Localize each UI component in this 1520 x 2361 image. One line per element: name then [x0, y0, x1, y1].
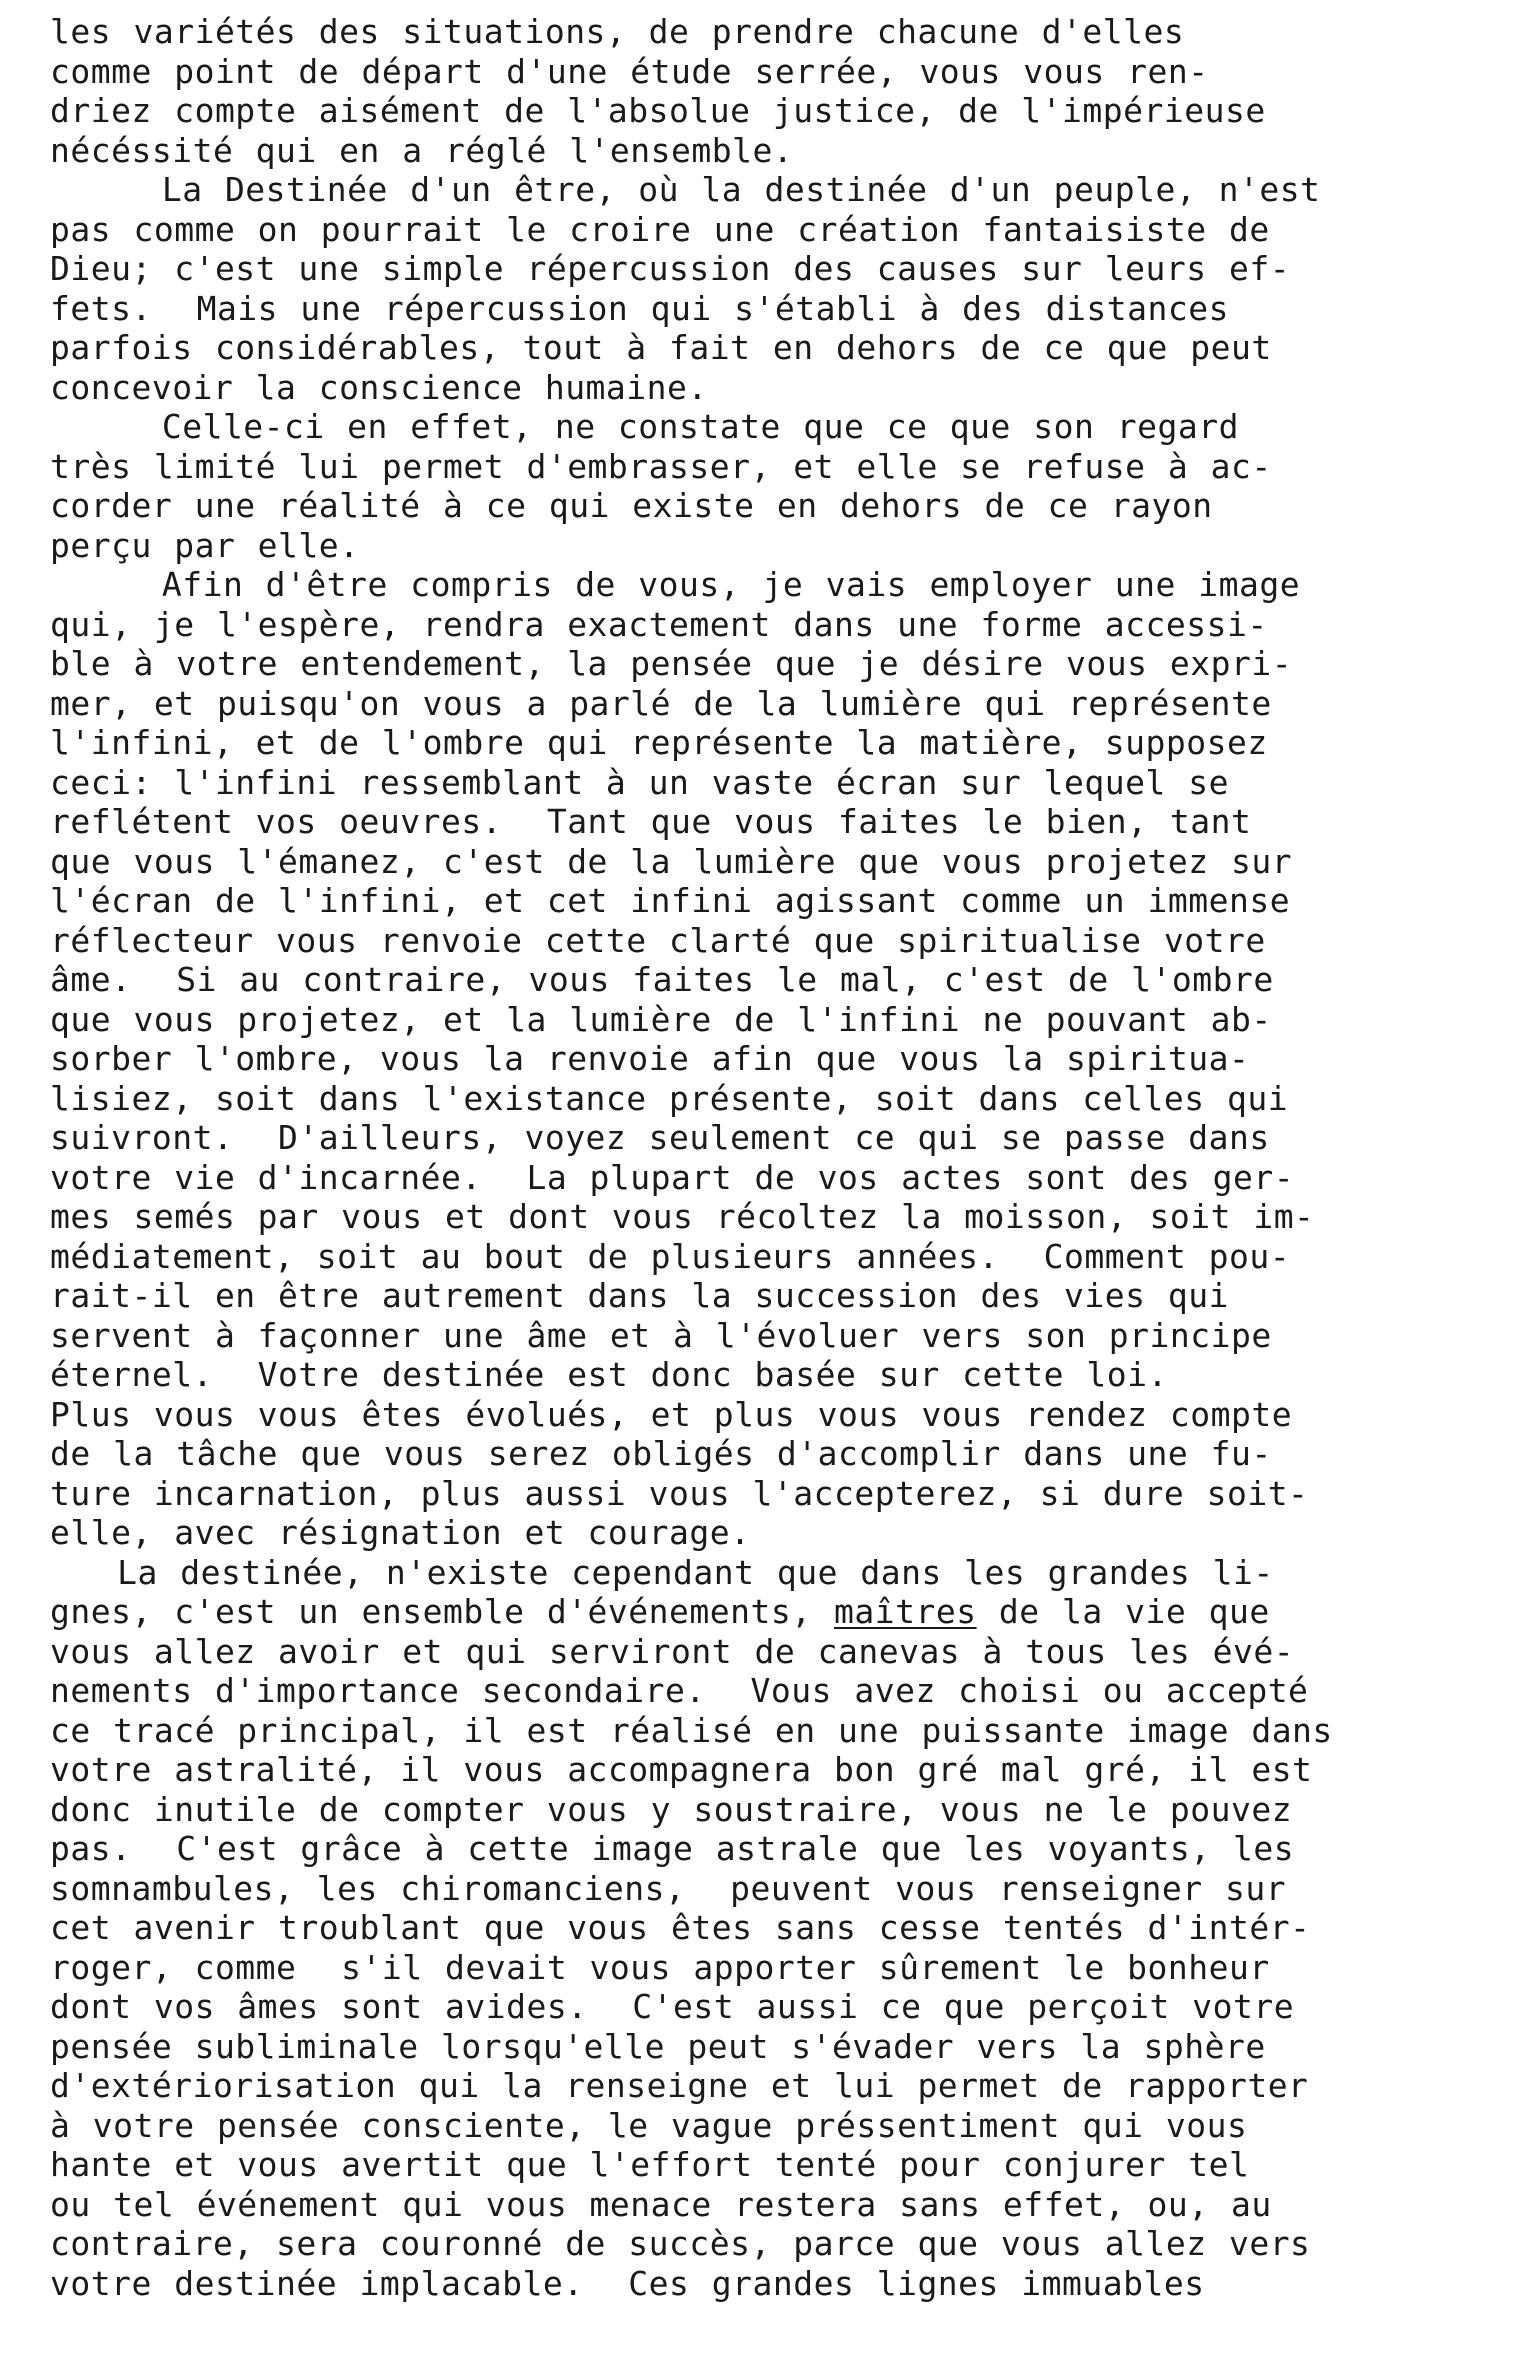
text-line: sorber l'ombre, vous la renvoie afin que vous la spiritua- — [50, 1039, 1250, 1078]
text-line: à votre pensée consciente, le vague préssentiment qui vous — [50, 2105, 1248, 2145]
text-line: La Destinée d'un être, où la destinée d'un peuple, n'est — [50, 170, 1321, 209]
text-line: mer, et puisqu'on vous a parlé de la lumière qui représente — [50, 683, 1272, 723]
text-line: nements d'importance secondaire. Vous avez choisi ou accepté — [50, 1671, 1309, 1710]
text-line: comme point de départ d'une étude serrée, vous vous ren- — [50, 51, 1209, 91]
text-line: que vous l'émanez, c'est de la lumière que vous projetez sur — [50, 841, 1293, 881]
text-line: suivront. D'ailleurs, voyez seulement ce qui se passe dans — [50, 1118, 1270, 1157]
text-line: que vous projetez, et la lumière de l'infini ne pouvant ab- — [50, 999, 1272, 1039]
text-line: de la tâche que vous serez obligés d'accomplir dans une fu- — [50, 1434, 1272, 1473]
text-line: Dieu; c'est une simple répercussion des causes sur leurs ef- — [50, 249, 1291, 288]
text-line: servent à façonner une âme et à l'évoluer vers son principe — [50, 1315, 1272, 1355]
text-line: pensée subliminale lorsqu'elle peut s'évader vers la sphère — [50, 2026, 1266, 2066]
text-line: La destinée, n'existe cependant que dans les grandes li- — [50, 1552, 1274, 1592]
text-line: reflétent vos oeuvres. Tant que vous faites le bien, tant — [50, 802, 1252, 841]
text-line: réflecteur vous renvoie cette clarté que spiritualise votre — [50, 920, 1266, 960]
text-line: âme. Si au contraire, vous faites le mal, c'est de l'ombre — [50, 960, 1274, 999]
text-line: l'infini, et de l'ombre qui représente la matière, supposez — [50, 723, 1268, 762]
text-line: pas. C'est grâce à cette image astrale que les voyants, les — [50, 1829, 1295, 1868]
text-line: dont vos âmes sont avides. C'est aussi ce que perçoit votre — [50, 1987, 1295, 2026]
text-line: donc inutile de compter vous y soustraire, vous ne le pouvez — [50, 1789, 1293, 1829]
text-line: d'extériorisation qui la renseigne et lui permet de rapporter — [50, 2066, 1309, 2105]
text-line: cet avenir troublant que vous êtes sans cesse tentés d'intér- — [50, 1908, 1311, 1947]
text-line: roger, comme s'il devait vous apporter sûrement le bonheur — [50, 1947, 1270, 1987]
line-end: de la vie que — [976, 1592, 1270, 1631]
text-line: Plus vous vous êtes évolués, et plus vous vous rendez compte — [50, 1394, 1293, 1434]
text-line: votre astralité, il vous accompagnera bon gré mal gré, il est — [50, 1750, 1313, 1789]
text-line-underlined — [50, 1592, 1490, 1632]
text-line: les variétés des situations, de prendre chacune d'elles — [50, 12, 1185, 51]
line-start: gnes, c'est un ensemble d'événements, — [50, 1592, 834, 1631]
text-line: parfois considérables, tout à fait en dehors de ce que peut — [50, 328, 1272, 367]
text-line: ce tracé principal, il est réalisé en une puissante image dans — [50, 1710, 1333, 1750]
text-line: très limité lui permet d'embrasser, et elle se refuse à ac- — [50, 446, 1272, 486]
text-line: ceci: l'infini ressemblant à un vaste écran sur lequel se — [50, 762, 1229, 802]
document-body — [50, 12, 1490, 2303]
text-line: rait-il en être autrement dans la succession des vies qui — [50, 1276, 1229, 1315]
text-line: ble à votre entendement, la pensée que je désire vous expri- — [50, 644, 1293, 683]
text-line: nécéssité qui en a réglé l'ensemble. — [50, 130, 794, 170]
text-line: fets. Mais une répercussion qui s'établi à des distances — [50, 288, 1229, 328]
text-line: driez compte aisément de l'absolue justice, de l'impérieuse — [50, 91, 1266, 130]
text-line: Celle-ci en effet, ne constate que ce que son regard — [50, 407, 1239, 446]
text-line: somnambules, les chiromanciens, peuvent vous renseigner sur — [50, 1868, 1287, 1908]
text-line: elle, avec résignation et courage. — [50, 1513, 751, 1552]
text-line: médiatement, soit au bout de plusieurs années. Comment pou- — [50, 1236, 1291, 1276]
text-line: pas comme on pourrait le croire une création fantaisiste de — [50, 209, 1270, 249]
text-line: corder une réalité à ce qui existe en dehors de ce rayon — [50, 486, 1213, 525]
text-line: Afin d'être compris de vous, je vais employer une image — [50, 565, 1301, 604]
text-line: ture incarnation, plus aussi vous l'accepterez, si dure soit- — [50, 1473, 1309, 1513]
text-line: votre destinée implacable. Ces grandes lignes immuables — [50, 2263, 1205, 2303]
text-line: l'écran de l'infini, et cet infini agissant comme un immense — [50, 881, 1291, 920]
text-line: concevoir la conscience humaine. — [50, 367, 708, 407]
text-line: mes semés par vous et dont vous récoltez la moisson, soit im- — [50, 1197, 1315, 1236]
text-line: perçu par elle. — [50, 525, 360, 565]
underlined-word: maîtres — [833, 1592, 977, 1631]
text-line: contraire, sera couronné de succès, parce que vous allez vers — [50, 2224, 1311, 2263]
text-line: lisiez, soit dans l'existance présente, soit dans celles qui — [50, 1078, 1289, 1118]
text-line: éternel. Votre destinée est donc basée sur cette loi. — [50, 1355, 1168, 1394]
text-line: ou tel événement qui vous menace restera sans effet, ou, au — [50, 2184, 1272, 2224]
text-line: votre vie d'incarnée. La plupart de vos actes sont des ger- — [50, 1157, 1295, 1197]
text-line: qui, je l'espère, rendra exactement dans une forme accessi- — [50, 604, 1268, 644]
text-line: vous allez avoir et qui serviront de canevas à tous les évé- — [50, 1631, 1295, 1671]
text-line: hante et vous avertit que l'effort tenté pour conjurer tel — [50, 2145, 1250, 2184]
